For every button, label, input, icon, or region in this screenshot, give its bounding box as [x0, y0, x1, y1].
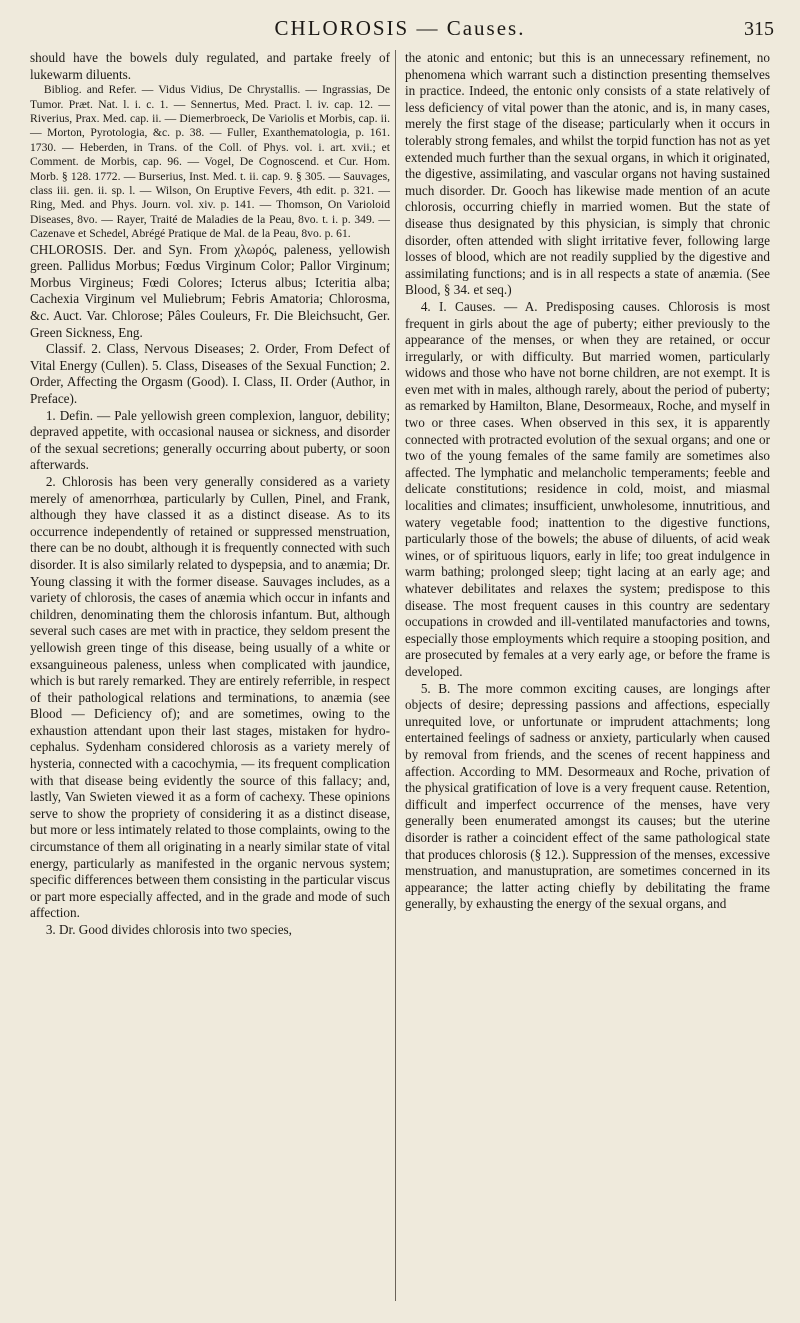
paragraph: should have the bowels duly regulated, and partake freely of lukewarm diluents.	[30, 50, 390, 82]
entry-heading-paragraph: CHLOROSIS. Der. and Syn. From χλωρός, paleness, yellowish green. Pallidus Morbus; Fœdus Virginum Color; Pallor Virginum; Morbus Virgineus; Fœdi Colores; Icterus albus; Icteritia alba; Cachexia Virginum vel Muliebrum; Febris Amatoria; Chlorosma, &c. Auct. Var. Chlorose; Pâles Couleurs, Fr. Die Bleichsucht, Ger. Green Sickness, Eng.	[30, 241, 390, 340]
bibliography-paragraph: Bibliog. and Refer. — Vidus Vidius, De Chrystallis. — Ingrassias, De Tumor. Præt. Nat. l. i. c. 1. — Sennertus, Med. Pract. l. iv. cap. 12. — Riverius, Prax. Med. cap. ii. — Diemerbroeck, De Variolis et Morbis, cap. ii. — Morton, Pyrotologia, &c. p. 38. — Fuller, Exanthematologia, p. 161. 1730. — Heberden, in Trans. of the Coll. of Phys. vol. i. art. xvii.; et Comment. de Morbis, cap. 96. — Vogel, De Cognoscend. et Cur. Hom. Morb. § 128. 1772. — Burserius, Inst. Med. t. ii. cap. 9. § 305. — Sauvages, class iii. gen. ii. sp. l. — Wilson, On Eruptive Fevers, 4th edit. p. 321. — Ring, Med. and Phys. Journ. vol. xiv. p. 141. — Thomson, On Varioloid Diseases, 8vo. — Rayer, Traité de Maladies de la Peau, 8vo. t. i. p. 349. — Cazenave et Schedel, Abrégé Pratique de Mal. de la Peau, 8vo. p. 61.	[30, 83, 390, 241]
causes-paragraph: 4. I. Causes. — A. Predisposing causes. Chlorosis is most frequent in girls about the age of puberty; either previously to the appearance of the menses, or when they are retained, or occur irregularly, or with difficulty. But married women, particularly widows and those who have not borne children, are not exempt. It is even met with in males, although rarely, about the period of puberty; as remarked by Hamilton, Blane, Desormeaux, Roche, and myself in two or three cases. When observed in this sex, it is apparently connected with protracted evolution of the sexual organs; and one or two of the young females of the same family are sometimes also affected. The lymphatic and melancholic temperaments; feeble and delicate constitutions; residence in cold, moist, and miasmal localities and climates; insufficient, unwholesome, innutritious, and watery vegetable food; inattention to the digestive functions, particularly those of the bowels; the abuse of diluents, of acid weak wines, or of spirituous liquors, early in life; too great indulgence in warm bathing; prolonged sleep; tight lacing at an early age; and whatever debilitates and relaxes the system; predispose to this disease. The most frequent causes in this country are sedentary occupations in crowded and ill-ventilated manufactories and towns, especially those employments which require a stooping position, and are prosecuted by females at a very early age, or before the frame is developed.	[405, 298, 770, 679]
left-column	[30, 50, 390, 939]
running-header	[20, 12, 780, 46]
running-title: CHLOROSIS — Causes.	[274, 16, 526, 40]
right-column	[405, 50, 770, 913]
paragraph: the atonic and entonic; but this is an unnecessary refinement, no phenomena which warrant such a distinction presenting themselves in practice. Indeed, the entonic only consists of a state relatively of less deficiency of vital power than the atonic, and is, in many cases, merely the first stage of the disease; particularly when it occurs in tolerably strong females, and whilst the torpid function has not as yet extended much further than the sexual organs, in which it originated, the digestive, assimilating, and vascular organs not having sustained much disorder. Dr. Gooch has likewise made mention of an acute chlorosis, occurring chiefly in married women. But the state of disease thus designated by this physician, is simply that chronic disorder, often attended with slight irritative fever, following large losses of blood, which are not readily supplied by the digestive and assimilating functions; and is in all respects a state of anæmia. (See Blood, § 34. et seq.)	[405, 50, 770, 298]
column-divider	[395, 50, 396, 1301]
paragraph: 3. Dr. Good divides chlorosis into two species,	[45, 922, 292, 937]
page-number: 315	[744, 18, 774, 40]
paragraph: 2. Chlorosis has been very generally considered as a variety merely of amenorrhœa, particularly by Cullen, Pinel, and Frank, although they have classed it as a distinct disease. As to its occurrence independently of retained or suppressed menstruation, there can be no doubt, although it is frequently connected with such disorder. It is also similarly related to dyspepsia, and to anæmia; Dr. Young classing it with the former disease. Sauvages includes, as a variety of chlorosis, the cases of anæmia which occur in infants and children, denominating them the chlorosis infantum. But, although several such cases are met with in practice, they seldom present the yellowish green tinge of this disease, being usually of a white or exsanguineous paleness, unless when complicated with jaundice, which is but rarely remarked. They are entirely referrible, in respect of their pathological relations and terminations, to anæmia (see Blood — Deficiency of); and are sometimes, owing to the exhaustion attendant upon their last stages, mistaken for hydrocephalus. Sydenham considered chlorosis as a variety merely of hysteria, connected with a cacochymia, — its frequent complication with that disease being evidently the source of this fallacy; and, lastly, Van Swieten viewed it as a form of cachexy. These opinions serve to show the propriety of considering it as a distinct disease, but more or less intimately related to those complaints, owing to the circumstance of them all originating in a nearly similar state of vital energy, particularly as manifested in the organic nervous system; specific differences between them consisting in the particular viscus or part more especially affected, and in the grade and mode of such affection.	[30, 473, 390, 921]
definition-paragraph: 1. Defin. — Pale yellowish green complexion, languor, debility; depraved appetite, with occasional nausea or sickness, and disorder of the sexual secretions; generally occurring about puberty, or soon afterwards.	[30, 407, 390, 473]
exciting-causes-paragraph: 5. B. The more common exciting causes, are longings after objects of desire; depressing passions and affections, especially unrequited love, or unfortunate or imprudent attachments; long entertained feelings of sadness or anxiety, particularly when caused by removal from friends, and the scenes of recent happiness and affection. According to MM. Desormeaux and Roche, privation of the physical gratification of love is a very frequent cause. Retention, difficult and imperfect occurrence of the menses, have very generally been enumerated amongst its causes; but the uterine disorder is rather a coincident effect of the same pathological state that produces chlorosis (§ 12.). Suppression of the menses, excessive menstruation, and manustupration, are sometimes concerned in its appearance; the latter acting chiefly by debilitating the frame generally, by exhausting the energy of the sexual organs, and	[405, 680, 770, 912]
classification-paragraph: Classif. 2. Class, Nervous Diseases; 2. Order, From Defect of Vital Energy (Cullen). 5. Class, Diseases of the Sexual Function; 2. Order, Affecting the Orgasm (Good). I. Class, II. Order (Author, in Preface).	[30, 341, 390, 406]
